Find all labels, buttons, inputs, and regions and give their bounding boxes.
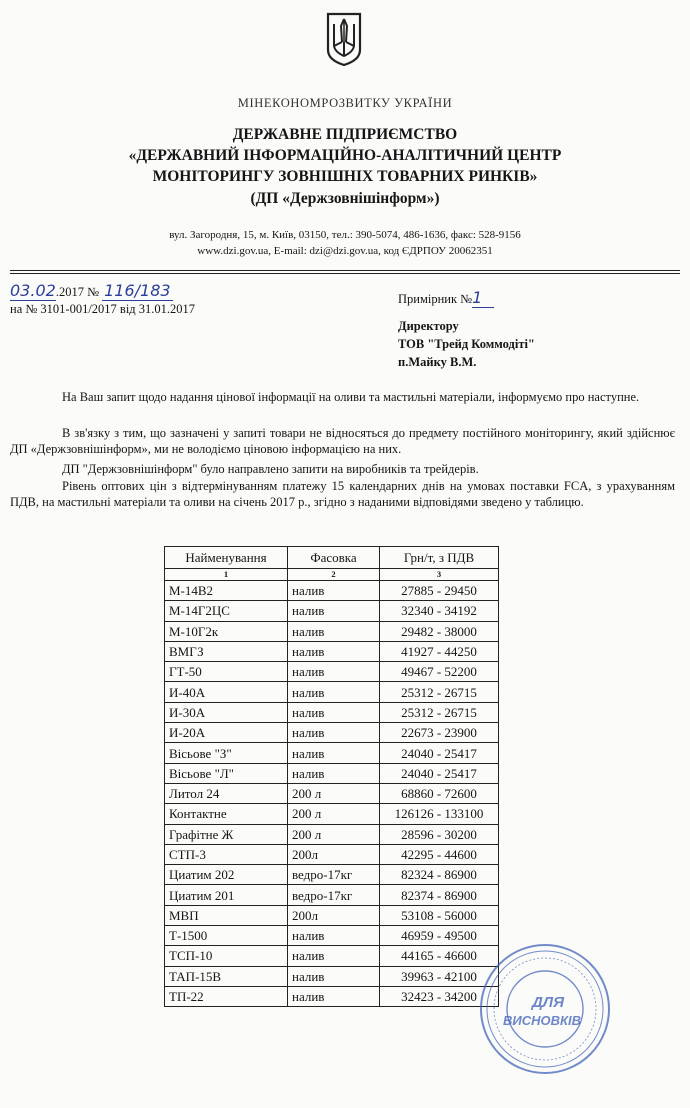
header-rule [10,270,680,271]
table-row [165,601,499,621]
column-header-packaging: Фасовка [288,547,380,569]
packaging-cell: 200 л [288,804,380,824]
body-paragraph-3: ДП "Держзовнішінформ" було направлено запити на виробників та трейдерів. [62,462,479,476]
column-header-price: Грн/т, з ПДВ [380,547,499,569]
product-name-cell: Вісьове "Л" [165,763,288,783]
table-row [165,824,499,844]
packaging-cell: налив [288,641,380,661]
column-index: 2 [288,569,380,581]
table-row [165,682,499,702]
official-stamp [478,942,613,1077]
product-name-cell: Циатим 202 [165,865,288,885]
table-header-row [165,547,499,569]
table-row [165,641,499,661]
recipient-person: п.Майку В.М. [398,355,477,369]
outgoing-reference [10,281,173,301]
table-row [165,581,499,601]
body-paragraph-1: На Ваш запит щодо надання цінової інформації на оливи та мастильні матеріали, інформуємо про наступне. [62,390,640,404]
product-name-cell: М-10Г2к [165,621,288,641]
price-range-cell: 29482 - 38000 [380,621,499,641]
price-range-cell: 32340 - 34192 [380,601,499,621]
packaging-cell: налив [288,621,380,641]
price-range-cell: 42295 - 44600 [380,844,499,864]
recipient-company: ТОВ "Трейд Коммодіті" [398,337,535,351]
product-name-cell: Контактне [165,804,288,824]
price-range-cell: 53108 - 56000 [380,905,499,925]
price-range-cell: 49467 - 52200 [380,662,499,682]
contact-line: www.dzi.gov.ua, E-mail: dzi@dzi.gov.ua, код ЄДРПОУ 20062351 [197,245,493,257]
stamp-text-line-1: ДЛЯ [531,994,565,1011]
table-row [165,621,499,641]
packaging-cell: 200л [288,844,380,864]
packaging-cell: налив [288,601,380,621]
product-name-cell: М-14Г2ЦС [165,601,288,621]
product-name-cell: Литол 24 [165,783,288,803]
price-range-cell: 44165 - 46600 [380,946,499,966]
product-name-cell: СТП-3 [165,844,288,864]
table-row [165,702,499,722]
trident-emblem-icon [325,12,363,66]
body-paragraph-4: Рівень оптових цін з відтермінуванням платежу 15 календарних днів на умовах поставки FCA, з урахуванням ПДВ, на мастильні матеріали та оливи на січень 2017 р., згідно з наданими відповідями зведено у таблицю. [10,479,675,509]
table-row [165,946,499,966]
price-range-cell: 82324 - 86900 [380,865,499,885]
packaging-cell: 200 л [288,824,380,844]
product-name-cell: МВП [165,905,288,925]
packaging-cell: налив [288,702,380,722]
product-name-cell: ВМГЗ [165,641,288,661]
product-name-cell: Вісьове "З" [165,743,288,763]
table-row [165,905,499,925]
product-name-cell: И-40А [165,682,288,702]
price-range-cell: 32423 - 34200 [380,986,499,1006]
org-title-line-1: ДЕРЖАВНЕ ПІДПРИЄМСТВО [232,126,458,143]
table-row [165,865,499,885]
org-title-line-2: «ДЕРЖАВНИЙ ІНФОРМАЦІЙНО-АНАЛІТИЧНИЙ ЦЕНТР [128,147,562,164]
column-header-name: Найменування [165,547,288,569]
price-range-cell: 82374 - 86900 [380,885,499,905]
incoming-reference: на № 3101-001/2017 від 31.01.2017 [10,302,196,316]
table-row [165,783,499,803]
packaging-cell: ведро-17кг [288,865,380,885]
table-row [165,723,499,743]
org-title-line-3: МОНІТОРИНГУ ЗОВНІШНІХ ТОВАРНИХ РИНКІВ» [152,168,538,185]
price-range-cell: 46959 - 49500 [380,926,499,946]
header-rule-thin [10,273,680,274]
body-paragraph-2: В зв'язку з тим, що зазначені у запиті товари не відносяться до предмету постійного моніторингу, який здійснює ДП «Держзовнішінформ», ми не володіємо ціновою інформацією на них. [10,426,675,456]
packaging-cell: налив [288,926,380,946]
price-range-cell: 22673 - 23900 [380,723,499,743]
packaging-cell: налив [288,986,380,1006]
price-range-cell: 126126 - 133100 [380,804,499,824]
packaging-cell: налив [288,723,380,743]
packaging-cell: 200л [288,905,380,925]
packaging-cell: налив [288,966,380,986]
product-name-cell: Т-1500 [165,926,288,946]
stamp-text-line-2: ВИСНОВКІВ [502,1013,582,1028]
price-table [164,546,499,1007]
price-range-cell: 39963 - 42100 [380,966,499,986]
column-index: 3 [380,569,499,581]
org-short-name: (ДП «Держзовнішінформ») [250,190,440,207]
product-name-cell: И-20А [165,723,288,743]
packaging-cell: налив [288,581,380,601]
packaging-cell: налив [288,662,380,682]
price-range-cell: 25312 - 26715 [380,702,499,722]
ministry-name: МІНЕКОНОМРОЗВИТКУ УКРАЇНИ [237,96,453,110]
product-name-cell: Циатим 201 [165,885,288,905]
table-index-row [165,569,499,581]
table-row [165,844,499,864]
packaging-cell: налив [288,743,380,763]
handwritten-copy-number: 1 [472,288,494,308]
packaging-cell: налив [288,682,380,702]
table-row [165,986,499,1006]
reference-year: .2017 № [55,285,99,299]
price-range-cell: 68860 - 72600 [380,783,499,803]
copy-number-field [398,288,494,308]
price-range-cell: 41927 - 44250 [380,641,499,661]
packaging-cell: 200 л [288,783,380,803]
handwritten-number: 116/183 [104,281,171,300]
price-range-cell: 24040 - 25417 [380,763,499,783]
table-row [165,763,499,783]
table-row [165,662,499,682]
product-name-cell: Графітне Ж [165,824,288,844]
handwritten-date: 03.02 [10,281,56,300]
table-row [165,926,499,946]
table-row [165,743,499,763]
column-index: 1 [165,569,288,581]
product-name-cell: ТСП-10 [165,946,288,966]
address-line: вул. Загородня, 15, м. Київ, 03150, тел.: 390-5074, 486-1636, факс: 528-9156 [169,229,521,241]
recipient-title: Директору [398,319,459,333]
product-name-cell: ТАП-15В [165,966,288,986]
price-range-cell: 24040 - 25417 [380,743,499,763]
table-row [165,885,499,905]
table-row [165,804,499,824]
packaging-cell: ведро-17кг [288,885,380,905]
product-name-cell: ТП-22 [165,986,288,1006]
table-row [165,966,499,986]
price-range-cell: 25312 - 26715 [380,682,499,702]
price-range-cell: 28596 - 30200 [380,824,499,844]
price-range-cell: 27885 - 29450 [380,581,499,601]
product-name-cell: М-14В2 [165,581,288,601]
product-name-cell: И-30А [165,702,288,722]
copy-label: Примірник № [398,292,473,306]
table-body [165,581,499,1007]
packaging-cell: налив [288,946,380,966]
packaging-cell: налив [288,763,380,783]
product-name-cell: ГТ-50 [165,662,288,682]
